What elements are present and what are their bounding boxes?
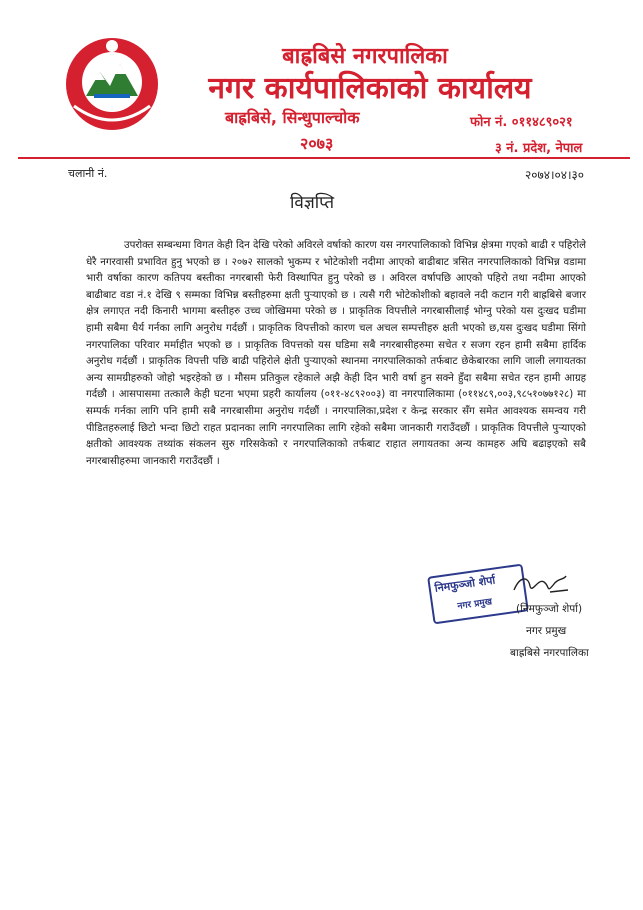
notice-title: विज्ञप्ति (290, 193, 335, 213)
reference-number-label: चलानी नं. (68, 167, 108, 180)
signatory-name: (निमफुञ्जो शेर्पा) (516, 603, 583, 615)
office-location: बाह्रबिसे, सिन्धुपाल्चोक (225, 108, 360, 127)
notice-paragraph: उपरोक्त सम्बन्धमा विगत केही दिन देखि परेको अविरले वर्षाको कारण यस नगरपालिकाको विभिन्न क्षेत्रमा गएको बाढी र पहिरोले धेरै नगरवासी प्रभावित हुनु भएको छ । २०७२ सालको भुकम्प र भोटेकोशी नदीमा आएको बाढीबाट त्रसित नगरपालिकाको विभिन्न वडामा भारी वर्षाका कारण कतिपय बस्तीका नगरबासी फेरी विस्थापित हुनु परेको छ । अविरल वर्षापछि आएको पहिरो तथा नदीमा आएको बाढीबाट वडा नं.१ देखि ९ सम्मका विभिन्न बस्तीहरुमा क्षती पुऱ्याएको छ । त्यसै गरी भोटेकोशीको बहावले नदी कटान गरी बाह्रबिसे बजार क्षेत्र लगाएत नदी किनारी भागमा बस्तीहरु उच्च जोखिममा परेको छ । प्राकृतिक विपत्तीले नगरबासीलाई भोग्नु परेको यस दुःखद घडीमा हामी सबैमा धैर्य गर्नका लागि अनुरोध गर्दछौं । प्राकृतिक विपत्तीको कारण चल अचल सम्पत्तीहरु क्षती भएको छ,यस दुःखद घडीमा सिंगो नगरपालिका परिवार मर्माहीत भएको छ । प्राकृतिक विपत्तको यस घडिमा सबै नगरबासीहरुमा सचेत र सजग रहन हामी सबैमा हार्दिक अनुरोध गर्दछौं । प्राकृतिक विपत्ती पछि बाढी पहिरोले क्षेती पुऱ्याएको स्थानमा नगरपालिकाको तर्फबाट छेकेबारका लागि जाली लगायतका अन्य सामग्रीहरुको जोहो भइरहेको छ । मौसम प्रतिकुल रहेकाले अझै केही दिन भारी वर्षा हुन सक्ने हुँदा सबैमा सचेत रहन हामी आग्रह गर्दछौ । आसपासमा तत्कालै केही घटना भएमा प्रहरी कार्यालय (०११-४८९२००३) वा नगरपालिकामा (०११४८९,००३,९८५१०७७१२८) मा सम्पर्क गर्नका लागि पनि हामी सबै नगरबासीमा अनुरोध गर्दछौं । नगरपालिका,प्रदेश र केन्द्र सरकार सँग समेत आवश्यक समन्वय गरी पीडितहरुलाई छिटो भन्दा छिटो राहत प्रदानका लागि नगरपालिका लागि रहेको सबैमा जानकारी गराउँदछौं । प्राकृतिक विपत्तीले पुऱ्याएको क्षतीको आवश्यक तथ्यांक संकलन सुरु गरिसकेको र नगरपालिकाको तर्फबाट राहात लगायतका अन्य कामहरु अघि बढाइएको सबै नगरबासीहरुमा जानकारी गराउँदछौं । (86, 240, 586, 467)
office-name: नगर कार्यपालिकाको कार्यालय (208, 71, 532, 106)
office-address: ३ नं. प्रदेश, नेपाल (495, 141, 583, 156)
municipality-emblem-icon (64, 34, 160, 134)
handwritten-signature (510, 572, 570, 598)
signatory-role: नगर प्रमुख (526, 625, 567, 637)
stamp-title: नगर प्रमुख (456, 597, 493, 612)
phone-number: फोन नं. ०११४८९०२१ (470, 115, 573, 130)
signatory-organization: बाह्रबिसे नगरपालिका (510, 647, 589, 659)
established-year: २०७३ (300, 134, 334, 153)
notice-body (86, 238, 586, 470)
letter-date: २०७४।०४।३० (525, 168, 585, 182)
stamp-name: निमफुञ्जो शेर्पा (433, 573, 497, 595)
org-name: बाह्रबिसे नगरपालिका (282, 44, 448, 69)
header-divider (18, 157, 630, 159)
